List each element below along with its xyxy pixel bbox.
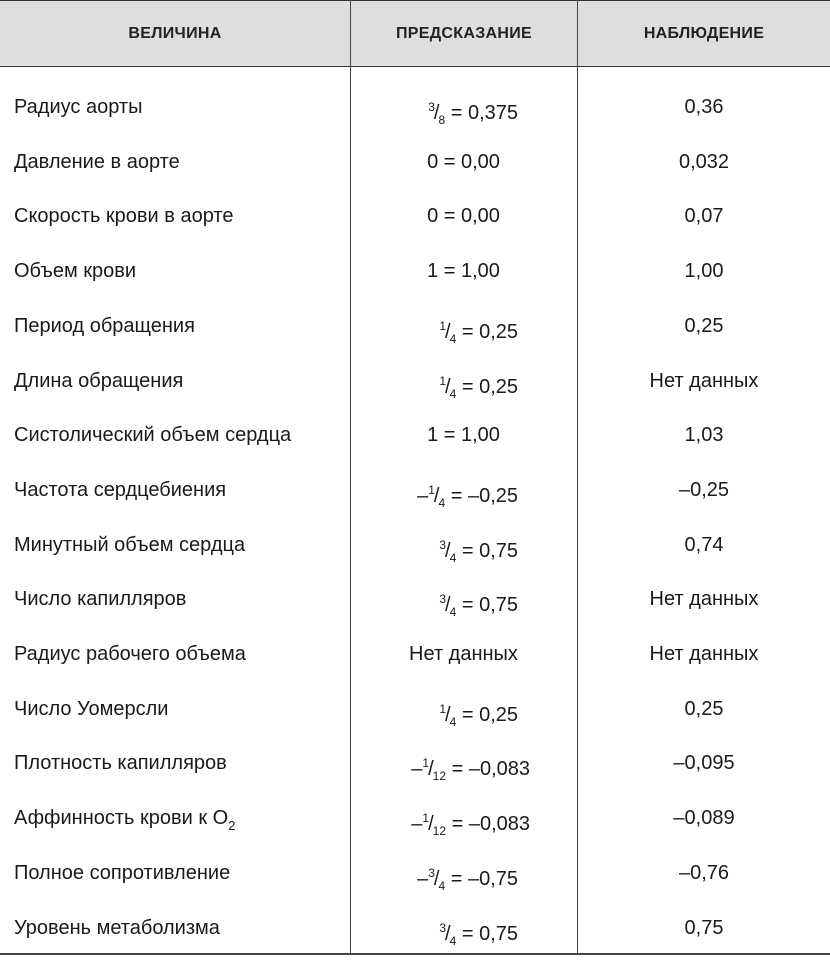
fraction-slash: / [445, 594, 451, 617]
prediction-decimal: = –0,75 [445, 867, 518, 890]
fraction-numerator: 1 [428, 482, 435, 497]
quantity-name [14, 791, 235, 845]
fraction-denominator: 4 [449, 550, 457, 565]
prediction-value [352, 736, 530, 790]
table-row [0, 682, 830, 736]
prediction-fraction [439, 901, 456, 968]
fraction-numerator: 3 [439, 920, 447, 935]
prediction-decimal: = 0,25 [456, 375, 518, 398]
table-row [0, 189, 830, 243]
quantity-label: Давление в аорте [14, 150, 180, 173]
quantity-label: Аффинность крови к O [14, 807, 229, 830]
fraction-denominator: 4 [449, 933, 457, 948]
prediction-text: 0 = 0,00 [427, 150, 500, 173]
prediction-value [352, 572, 518, 626]
observation-value: –0,089 [673, 807, 735, 830]
table-row [0, 463, 830, 517]
prediction-decimal: = 0,25 [456, 703, 518, 726]
header-prediction: ПРЕДСКАЗАНИЕ [395, 25, 533, 42]
prediction-sign: – [417, 867, 429, 890]
fraction-slash: / [445, 375, 451, 398]
quantity-label: Число капилляров [14, 588, 187, 611]
fraction-numerator: 1 [422, 811, 430, 826]
quantity-name [14, 572, 186, 626]
table-row [0, 135, 830, 189]
quantity-name [14, 189, 233, 243]
table-row [0, 299, 830, 353]
table-row [0, 846, 830, 900]
quantity-name [14, 135, 180, 189]
quantity-subscript: 2 [228, 818, 236, 834]
observation-value: 0,74 [684, 533, 724, 556]
observation-value: –0,76 [678, 861, 730, 884]
fraction-slash: / [433, 102, 440, 124]
quantity-label: Плотность капилляров [14, 752, 227, 775]
fraction-slash: / [428, 813, 434, 836]
prediction-value [352, 518, 518, 572]
quantity-label: Минутный объем сердца [14, 533, 246, 556]
prediction-value [352, 791, 530, 845]
header-observation: НАБЛЮДЕНИЕ [643, 25, 765, 42]
fraction-numerator: 1 [439, 701, 447, 716]
fraction-denominator: 4 [438, 495, 446, 510]
fraction-numerator: 3 [428, 100, 435, 114]
fraction-slash: / [428, 758, 434, 781]
prediction-decimal: = –0,083 [446, 813, 530, 836]
prediction-text: 1 = 1,00 [427, 424, 500, 447]
quantity-label: Число Уомерсли [14, 697, 169, 720]
quantity-label: Радиус аорты [14, 96, 143, 118]
prediction-decimal: = –0,083 [446, 758, 530, 781]
quantity-label: Период обращения [14, 314, 195, 337]
observation-value: 0,25 [684, 697, 724, 720]
quantity-name [14, 518, 245, 572]
prediction-value [352, 354, 518, 408]
quantity-label: Частота сердцебиения [14, 478, 227, 501]
quantity-name [14, 408, 291, 462]
observation-value: 1,03 [684, 424, 724, 447]
quantity-label: Полное сопротивление [14, 861, 231, 884]
quantity-label: Длина обращения [14, 369, 184, 392]
prediction-value [352, 901, 518, 955]
fraction-denominator: 4 [449, 386, 457, 401]
table-row [0, 791, 830, 845]
observation-value: 0,032 [678, 150, 730, 173]
prediction-sign: – [411, 758, 423, 781]
prediction-sign: – [417, 484, 429, 507]
table-row [0, 244, 830, 298]
table-row [0, 80, 830, 134]
quantity-name [14, 682, 168, 736]
prediction-value [352, 135, 575, 189]
quantity-name [14, 244, 136, 298]
quantity-name [14, 627, 246, 681]
fraction-numerator: 3 [439, 592, 447, 607]
observation-value: 0,25 [684, 314, 724, 337]
prediction-value [352, 463, 518, 517]
prediction-value [352, 244, 575, 298]
quantity-name [14, 299, 195, 353]
table-row [0, 736, 830, 790]
prediction-sign: – [411, 813, 423, 836]
quantity-name [14, 901, 220, 955]
table-row [0, 627, 830, 681]
observation-value: 0,36 [684, 96, 724, 118]
quantity-name [14, 354, 183, 408]
prediction-text: 1 = 1,00 [427, 260, 500, 283]
prediction-value [352, 846, 518, 900]
fraction-denominator: 4 [449, 714, 457, 729]
fraction-slash: / [433, 484, 440, 507]
prediction-decimal: = 0,75 [456, 922, 518, 945]
fraction-denominator: 4 [449, 331, 457, 346]
table-row [0, 408, 830, 462]
table-row [0, 518, 830, 572]
observation-value: –0,25 [678, 478, 730, 501]
observation-value: –0,095 [673, 752, 735, 775]
observation-value: 1,00 [684, 260, 724, 283]
quantity-name [14, 736, 227, 790]
fraction-slash: / [445, 922, 451, 945]
fraction-numerator: 3 [439, 537, 447, 552]
quantity-name [14, 463, 226, 517]
prediction-decimal: = 0,25 [456, 320, 518, 343]
prediction-text: Нет данных [409, 643, 518, 665]
prediction-value [352, 627, 575, 681]
fraction-denominator: 12 [432, 769, 447, 784]
header-quantity: ВЕЛИЧИНА [128, 25, 222, 42]
quantity-label: Радиус рабочего объема [14, 643, 246, 665]
fraction-denominator: 4 [449, 605, 457, 620]
fraction-denominator: 8 [438, 113, 446, 127]
fraction-slash: / [445, 320, 451, 343]
fraction-slash: / [445, 539, 451, 562]
observation-value: 0,75 [684, 916, 724, 939]
fraction-slash: / [433, 867, 440, 890]
fraction-numerator: 1 [422, 756, 430, 771]
quantity-name [14, 80, 142, 134]
prediction-value [352, 682, 518, 736]
fraction-denominator: 4 [438, 878, 446, 893]
fraction-numerator: 1 [439, 318, 447, 333]
quantity-label: Уровень метаболизма [14, 916, 220, 939]
prediction-value [352, 80, 518, 134]
quantity-label: Объем крови [14, 260, 137, 283]
prediction-decimal: = 0,375 [445, 102, 518, 124]
table-row [0, 572, 830, 626]
quantity-label: Систолический объем сердца [14, 424, 292, 447]
prediction-decimal: = 0,75 [456, 539, 518, 562]
prediction-text: 0 = 0,00 [427, 205, 500, 228]
prediction-value [352, 189, 575, 243]
table-row [0, 901, 830, 955]
prediction-decimal: = 0,75 [456, 594, 518, 617]
observation-value: Нет данных [649, 643, 759, 665]
fraction-numerator: 1 [439, 373, 447, 388]
quantity-name [14, 846, 230, 900]
prediction-value [352, 408, 575, 462]
observation-value: Нет данных [649, 588, 759, 611]
quantity-label: Скорость крови в аорте [14, 205, 234, 228]
observation-value: Нет данных [649, 369, 759, 392]
table-row [0, 354, 830, 408]
fraction-slash: / [445, 703, 451, 726]
observation-value: 0,07 [684, 205, 724, 228]
fraction-denominator: 12 [432, 824, 447, 839]
prediction-value [352, 299, 518, 353]
fraction-numerator: 3 [428, 865, 435, 880]
table-header [0, 0, 830, 67]
prediction-decimal: = –0,25 [445, 484, 518, 507]
